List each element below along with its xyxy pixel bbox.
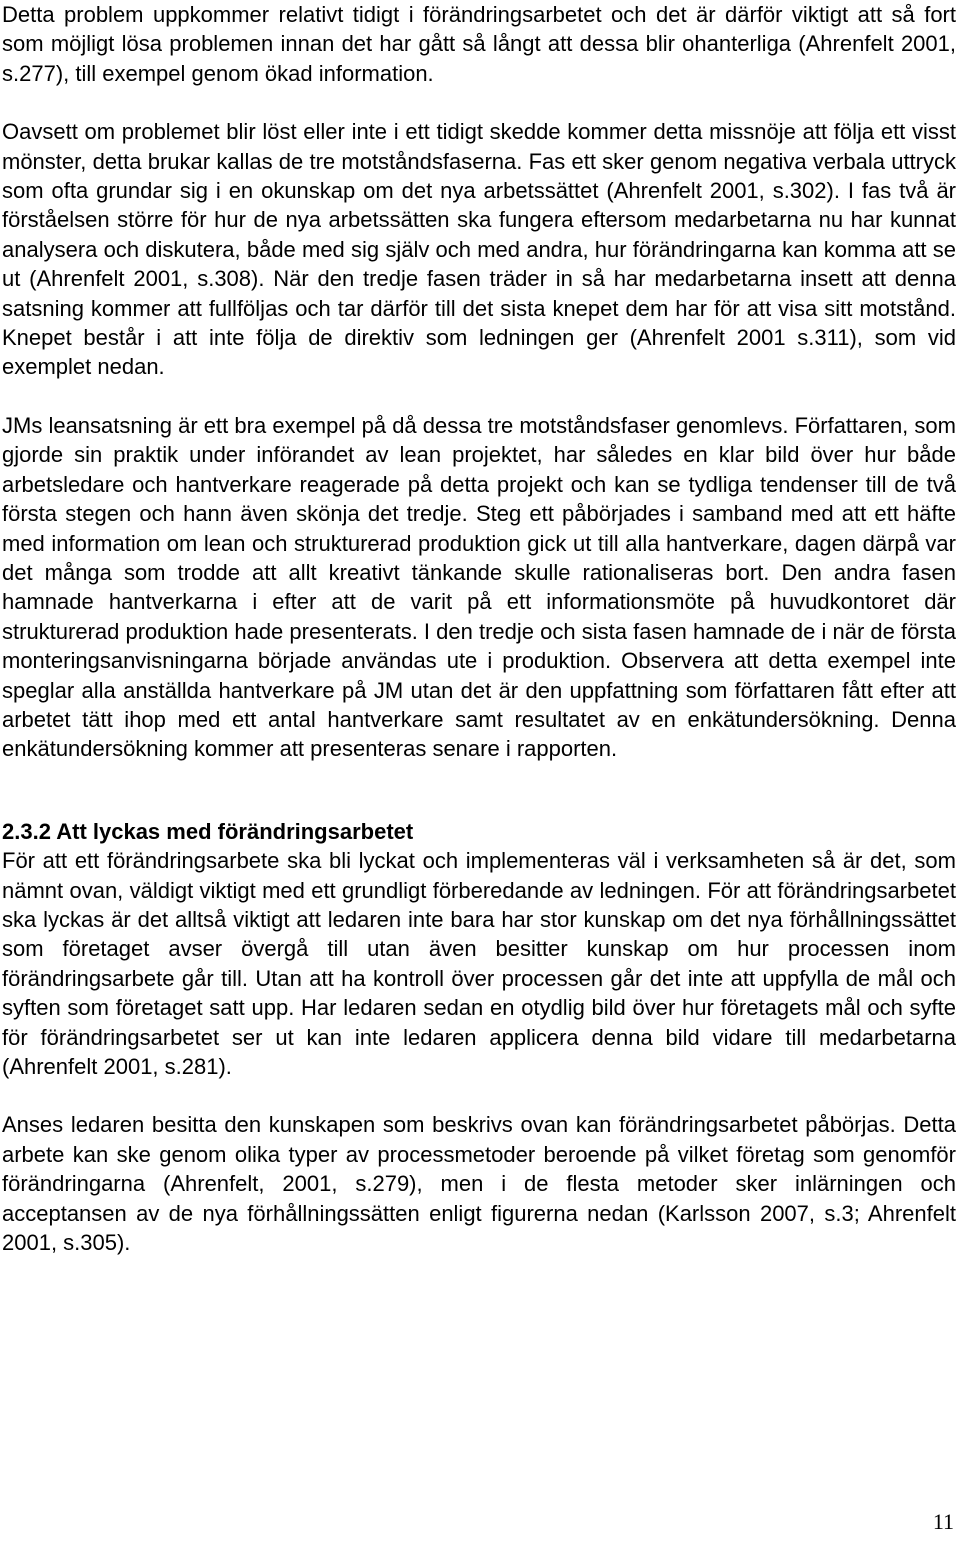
paragraph-success-preparation: För att ett förändringsarbete ska bli lyckat och implementeras väl i verksamheten så är det, som nämnt ovan, väldigt viktigt med ett grundligt förberedande av ledningen. För att förändringsarbetet ska lyckas är det alltså viktigt att ledaren inte bara har stor kunskap om det nya förhållningssättet som företaget avser övergå till utan även besitter kunskap om hur processen inom förändringsarbete går till. Utan att ha kontroll över processen går det inte att uppfylla de mål och syften som företaget satt upp. Har ledaren sedan en otydlig bild över hur företagets mål och syfte för förändringsarbetet ser ut kan inte ledaren applicera denna bild vidare till medarbetarna (Ahrenfelt 2001, s.281). <box>2 848 956 1079</box>
paragraph-problem-intro: Detta problem uppkommer relativt tidigt i förändringsarbetet och det är därför viktigt att så fort som möjligt lösa problemen innan det har gått så långt att dessa blir ohanterliga (Ahrenfelt 2001, s.277), till exempel genom ökad information. <box>2 2 956 86</box>
page-number: 11 <box>932 1509 954 1534</box>
paragraph-resistance-phases: Oavsett om problemet blir löst eller inte i ett tidigt skedde kommer detta missnöje att följa ett visst mönster, detta brukar kallas de tre motståndsfaserna. Fas ett sker genom negativa verbala uttryck som ofta grundar sig i en okunskap om det nya arbetssättet (Ahrenfelt 2001, s.302). I fas två är förståelsen större för hur de nya arbetssätten ska fungera eftersom medarbetarna nu har kunnat analysera och diskutera, både med sig själv och med andra, hur förändringarna kan komma att se ut (Ahrenfelt 2001, s.308). När den tredje fasen träder in så har medarbetarna insett att denna satsning kommer att fullföljas och tar därför till det sista knepet dem har för att visa sitt motstånd. Knepet består i att inte följa de direktiv som ledningen ger (Ahrenfelt 2001 s.311), som vid exemplet nedan. <box>2 119 956 380</box>
section-heading: 2.3.2 Att lyckas med förändringsarbetet <box>2 818 414 844</box>
paragraph-process-methods: Anses ledaren besitta den kunskapen som beskrivs ovan kan förändringsarbetet påbörjas. Detta arbete kan ske genom olika typer av processmetoder beroende på vilket företag som genomför förändringarna (Ahrenfelt, 2001, s.279), men i de flesta metoder sker inlärningen och acceptansen av de nya förhållningssätten enligt figurerna nedan (Karlsson 2007, s.3; Ahrenfelt 2001, s.305). <box>2 1112 956 1256</box>
paragraph-jm-lean-example: JMs leansatsning är ett bra exempel på då dessa tre motståndsfaser genomlevs. Författaren, som gjorde sin praktik under införandet av lean projektet, har således en klar bild över hur både arbetsledare och hantverkare reagerade på detta projekt och kan se tydliga tendenser till de två första stegen och hann även skönja det tredje. Steg ett påbörjades i samband med att ett häfte med information om lean och strukturerad produktion gick ut till alla hantverkare, dagen därpå var det många som trodde att allt kreativt tänkande skulle rationaliseras bort. Den andra fasen hamnade hantverkarna i efter att de varit på ett informationsmöte på huvudkontoret där strukturerad produktion hade presenterats. I den tredje och sista fasen hamnade de i när de första monteringsanvisningarna började användas ute i produktion. Observera att detta exempel inte speglar alla anställda hantverkare på JM utan det är den uppfattning som författaren fått efter att arbetet tätt ihop med ett antal hantverkare samt resultatet av en enkätundersökning. Denna enkätundersökning kommer att presenteras senare i rapporten. <box>2 412 956 762</box>
